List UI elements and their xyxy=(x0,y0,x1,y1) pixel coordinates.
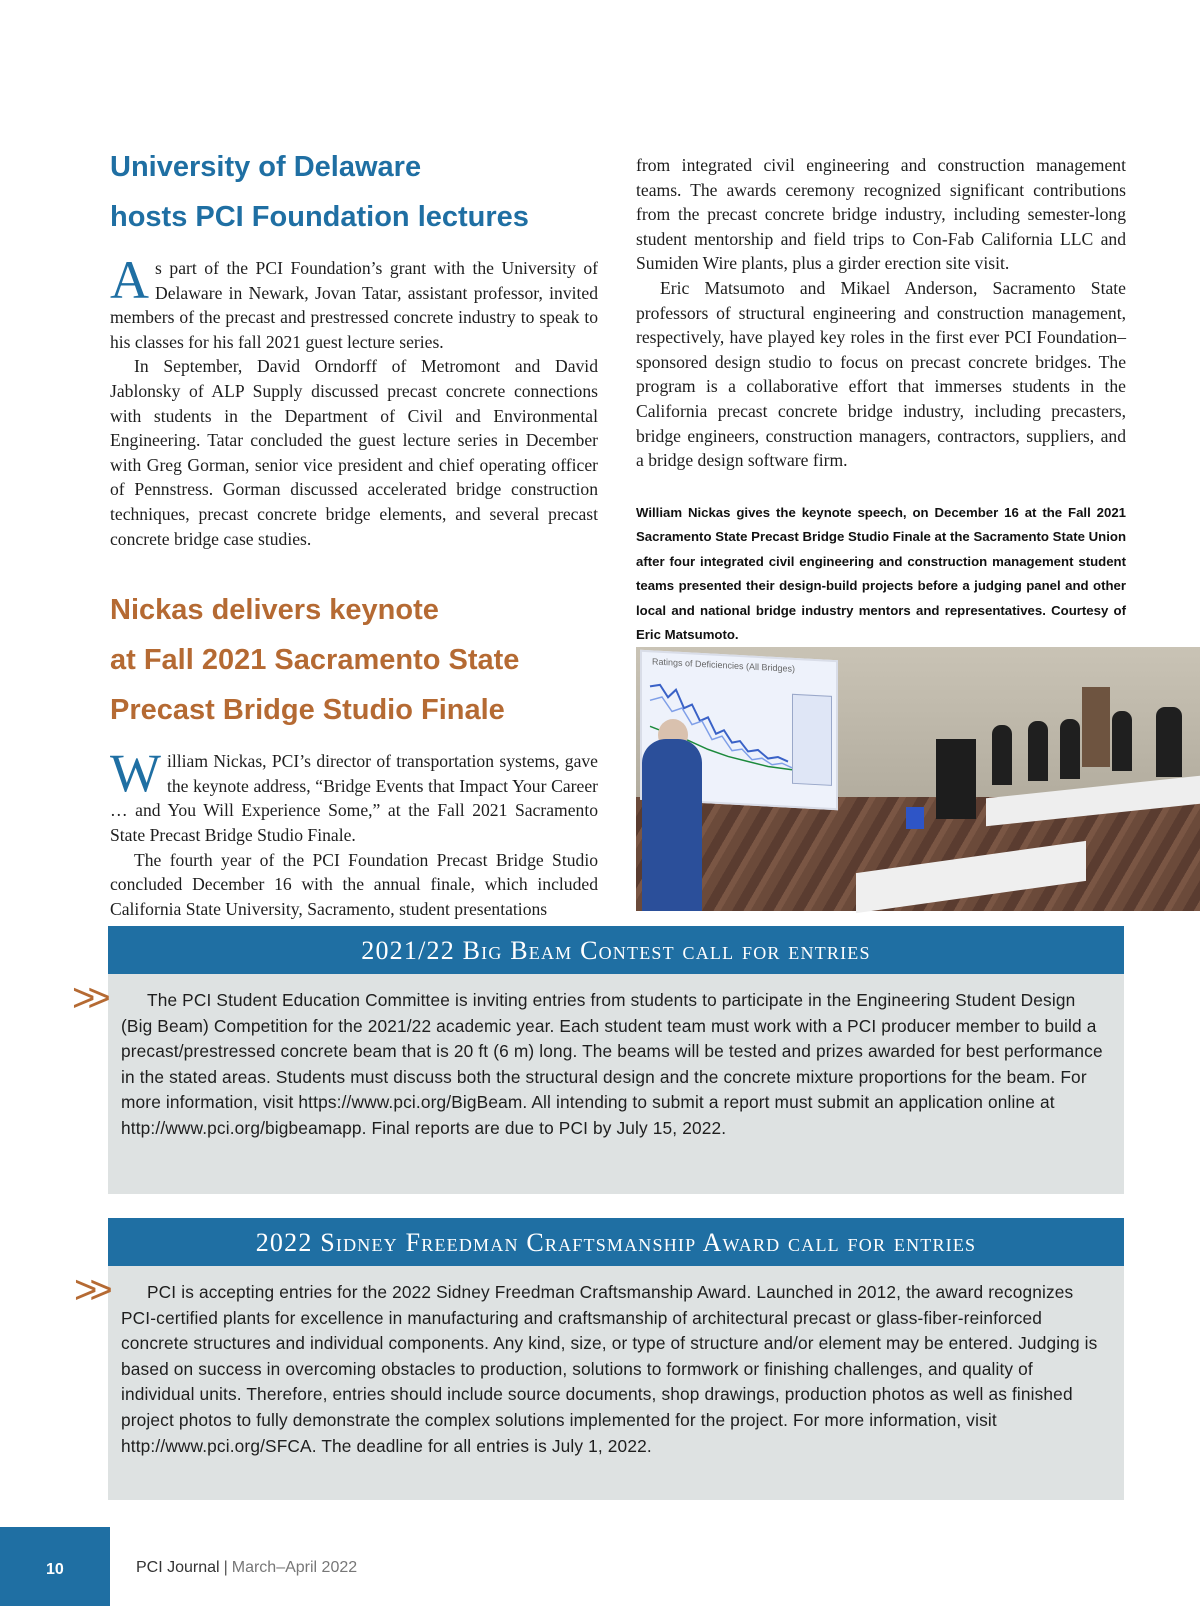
slide-title: Ratings of Deficiencies (All Bridges) xyxy=(652,656,795,674)
big-beam-callout xyxy=(72,926,1124,1194)
running-footer xyxy=(136,1559,357,1577)
journal-name: PCI Journal xyxy=(136,1559,220,1576)
podium xyxy=(936,739,976,819)
nickas-paragraph-2-continued: from integrated civil engineering and construction management teams. The awards ceremony recognized significant contributions from the precast concrete bridge industry, including semester-long student mentorship and field trips to Con-Fab California LLC and Sumiden Wire plants, plus a girder erection site visit. xyxy=(636,155,1126,274)
sfca-callout xyxy=(74,1218,1124,1500)
cooler xyxy=(906,807,924,829)
audience-member xyxy=(992,725,1012,785)
chevron-marker-icon: >> xyxy=(74,1268,105,1312)
photo-doorway xyxy=(1082,687,1110,767)
keynote-photo xyxy=(636,647,1200,911)
delaware-paragraph-2: In September, David Orndorff of Metromont and David Jablonsky of ALP Supply discussed precast concrete connections with students in the Department of Civil and Environmental Engineering. Tatar concluded the guest lecture series in December with Greg Gorman, senior vice president and chief operating officer of Pennstress. Gorman discussed accelerated bridge construction techniques, precast concrete bridge elements, and several precast concrete bridge case studies. xyxy=(110,356,598,549)
big-beam-heading: 2021/22 Big Beam Contest call for entries xyxy=(108,926,1124,974)
nickas-paragraph-1: William Nickas, PCI’s director of transportation systems, gave the keynote address, “Bridge Events that Impact Your Career … and You Will Experience Some,” at the Fall 2021 Sacramento State Precast Bridge Studio Finale. xyxy=(110,743,598,845)
big-beam-body: >> The PCI Student Education Committee is inviting entries from students to participate in the Engineering Student Design (Big Beam) Competition for the 2021/22 academic year. Each student team must work with a PCI producer member to build a precast/prestressed concrete beam that is 20 ft (6 m) long. The beams will be tested and prizes awarded for best performance in the stated areas. Students must discuss both the structural design and the concrete mixture proportions for the beam. For more information, visit https://www.pci.org/BigBeam. All intending to submit a report must submit an application online at http://www.pci.org/bigbeamapp. Final reports are due to PCI by July 15, 2022. xyxy=(72,976,1103,1138)
audience-member xyxy=(1060,719,1080,779)
sfca-heading: 2022 Sidney Freedman Craftsmanship Award call for entries xyxy=(108,1218,1124,1266)
nickas-paragraph-3: Eric Matsumoto and Mikael Anderson, Sacramento State professors of structural engineering and construction management, respectively, have played key roles in the first ever PCI Foundation–sponsored design studio to focus on precast concrete bridges. The program is a collaborative effort that immerses students in the California precast concrete bridge industry, including precasters, bridge engineers, construction managers, contractors, suppliers, and a bridge design software firm. xyxy=(636,277,1126,471)
drop-cap-w: W xyxy=(110,743,161,804)
footer-separator: | xyxy=(223,1559,228,1576)
article-title-nickas: Nickas delivers keynote at Fall 2021 Sacramento State Precast Bridge Studio Finale xyxy=(110,594,520,727)
nickas-paragraph-2-start: The fourth year of the PCI Foundation Precast Bridge Studio concluded December 16 with the annual finale, which included California State University, Sacramento, student presentations xyxy=(110,849,598,919)
audience-member xyxy=(1028,721,1048,781)
left-column xyxy=(110,142,598,921)
audience-member xyxy=(1112,711,1132,771)
sfca-body: >> PCI is accepting entries for the 2022 Sidney Freedman Craftsmanship Award. Launched in 2012, the award recognizes PCI-certified plants for excellence in manufacturing and craftsmanship of architectural precast or glass-fiber-reinforced concrete structures and individual components. Any kind, size, or type of structure and/or element may be entered. Judging is based on success in overcoming obstacles to production, solutions to formwork or finishing challenges, and quality of individual units. Therefore, entries should include source documents, shop drawings, production photos as well as finished project photos to fully demonstrate the complex solutions implemented for the project. For more information, visit http://www.pci.org/SFCA. The deadline for all entries is July 1, 2022. xyxy=(74,1268,1098,1456)
slide-legend xyxy=(792,694,832,786)
speaker xyxy=(642,739,702,911)
article-title-delaware: University of Delaware hosts PCI Foundation lectures xyxy=(110,151,529,233)
chevron-marker-icon: >> xyxy=(72,976,103,1020)
right-column xyxy=(636,153,1126,648)
page-number: 10 xyxy=(46,1561,64,1578)
drop-cap-a: A xyxy=(110,250,149,310)
issue-date: March–April 2022 xyxy=(231,1559,358,1576)
audience-member xyxy=(1156,707,1182,777)
photo-caption: William Nickas gives the keynote speech, on December 16 at the Fall 2021 Sacramento State Precast Bridge Studio Finale at the Sacramento State Union after four integrated civil engineering and construction management student teams presented their design-build projects before a judging panel and other local and national bridge industry mentors and representatives. Courtesy of Eric Matsumoto. xyxy=(636,504,1126,643)
delaware-paragraph-1: As part of the PCI Foundation’s grant with the University of Delaware in Newark, Jovan Tatar, assistant professor, invited members of the precast and prestressed concrete industry to speak to his classes for his fall 2021 guest lecture series. xyxy=(110,250,598,352)
